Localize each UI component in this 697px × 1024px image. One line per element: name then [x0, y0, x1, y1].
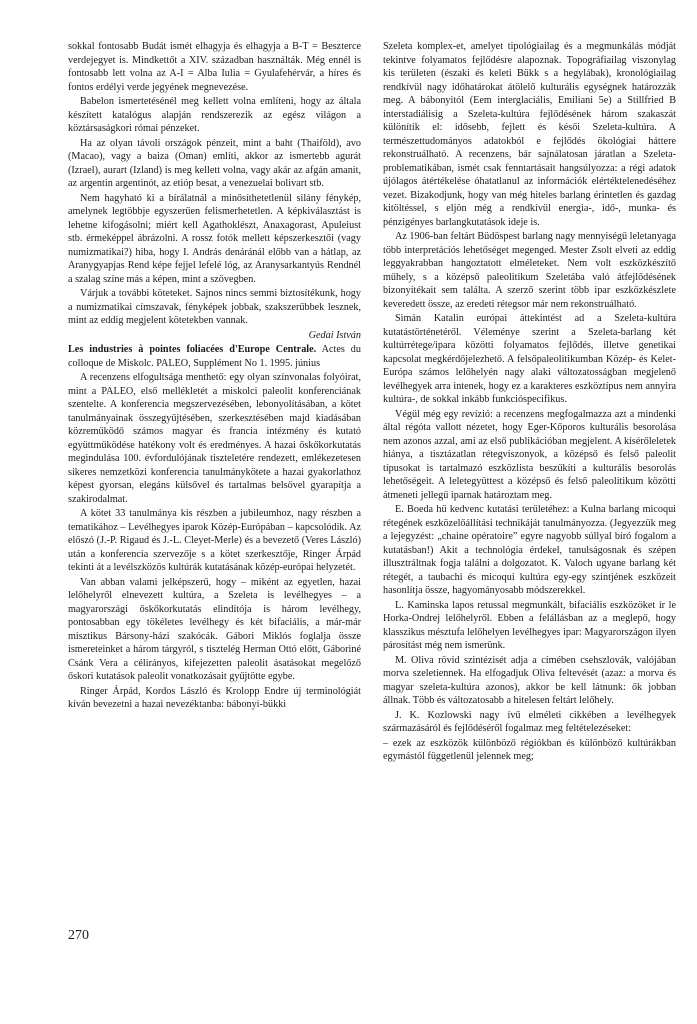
list-item: – ezek az eszközök különböző régiókban és különböző kultúrákban egymástól függetlenül jelennek meg;: [383, 737, 676, 762]
paragraph: sokkal fontosabb Budát ismét elhagyja és elhagyja a B-T = Beszterce verdejegyet is. Mindkettőt a XIV. században használták. Még ennél is fontosabb lett volna az A-I = Alba Iulia = Gyulafehérvár, a híres és fontos erdélyi verde jegyének megnevezése.: [68, 41, 361, 93]
left-column: [68, 40, 361, 713]
paragraph: Az 1906-ban feltárt Büdöspest barlang nagy mennyiségű leletanyaga több interpretációs lehetőséget megenged. Mester Zsolt elveti az eddig leggyakrabban hangoztatott elméleteket. Nem volt eszközkészítő műhely, s a középső paleolitikum Szeletába való átfejlődésének bizonyítékait sem találta. A szerző szerint több ipar eszközkészlete keveredett össze, az eredeti rétegsor már nem rekonstruálható.: [383, 231, 676, 310]
paragraph: E. Boeda hű kedvenc kutatási területéhez: a Kulna barlang micoqui rétegének eszközelőállítási technikáját tanulmányozza. (Jegyezzük meg a lejegyzést: „chaine opératoire” egyre nagyobb súllyal bíró fogalom a kutatásban!) Akit a technológia érdekel, tanulságosnak és szépen illusztráltnak fogja találni a dolgozatot. K. Valoch ugyane barlang két rétegét, a taubachi és micoqui kultúra egy-egy szintjének eszközeit hasonlítja össze, hagyományosabb módszerekkel.: [383, 504, 676, 596]
paragraph: Van abban valami jelképszerű, hogy – miként az egyetlen, hazai lelőhelyről elnevezett kultúra, a Szeleta is levélhegyes – a magyarországi őskőkorkutatás elindítója is három levélhegy, pontosabban egy tökéletes levélhegy és két bifaciális, a már-már misztikus Bársony-házi szakócák. Gábori Miklós foglalja össze ismereteinket a három tárgyról, s tisztelég Herman Ottó előtt, Gáboriné Csánk Vera a célirányos, kifejezetten paleolit ásatásokat megelőző őskori kutatások paleolit vonatkozásait gyűjtötte egybe.: [68, 576, 361, 682]
paragraph: A kötet 33 tanulmánya kis részben a jubileumhoz, nagy részben a tematikához – Levélhegyes iparok Közép-Európában – kapcsolódik. Az előszó (J.-P. Rigaud és J.-L. Cleyet-Merle) és a bevezető (Veres László) után a konferencia szervezője s a kötet szerkesztője, Ringer Árpád tekinti át a levélszközös kultúrák kutatásának közép-európai helyzetét.: [68, 508, 361, 573]
paragraph: Ha az olyan távoli országok pénzeit, mint a baht (Thaiföld), avo (Macao), vagy a baiza (Oman) említi, akkor az ismertebb agurát (Izrael), aurart (Izland) is meg kellett volna, vagy akár az afgán amanit, az argentin argentinót, az etióp besat, a venezuelai bolivart stb.: [68, 137, 361, 189]
page-number: 270: [68, 928, 89, 943]
review-header: [68, 343, 361, 370]
right-column: [383, 40, 676, 765]
review-subtitle: Actes du colloque de Miskolc. PALEO, Supplément No 1. 1995. június: [68, 344, 361, 369]
paragraph: A recenzens elfogultsága menthető: egy olyan színvonalas folyóirat, mint a PALEO, első mellékletét a miskolci paleolit konferenciának szentelte. A konferencia megszervezésében, lebonyolításában, a kötet tanulmányainak összegyűjtésében, szerkesztésében majd kiadásában közreműködő számos magyar és francia intézmény és kutató együttműködése hatékony volt és eredményes. A hazai őskőkorkutatás megindulása 100. évfordulójának tiszteletére rendezett, emlékezetesen sikeres nemzetközi konferencia tanulmánykötete a hazai gyakorlathoz képest gyorsan, elegáns külsővel és tartalmas belsővel gyarapítja a szakirodalmat.: [68, 372, 361, 505]
review-title: Les industries à pointes foliacées d'Europe Centrale.: [68, 344, 317, 355]
author-signature: Gedai István: [308, 329, 361, 341]
paragraph: Simán Katalin európai áttekintést ad a Szeleta-kultúra kutatástörténetéről. Véleménye szerint a Szeleta-barlang két kultúrrétege/ipara közötti folyamatos fejlődés, illetve genetikai kapcsolat megkérdőjelezhető. A felsőpaleolitikumban Közép- és Kelet-Európa számos lelőhelyén nagy alaki változatosságban megjelenő levélhegyek arra intenek, hogy ez a karakteres eszköztípus nem annyira kultúra-, de sokkal inkább funkcióspecifikus.: [383, 313, 676, 405]
paragraph: Szeleta komplex-et, amelyet tipológiailag és a megmunkálás módját tekintve folyamatos fejlődésre alapoznak. Topográfiailag viszonylag kis területen (északi és keleti Bükk s a hegylábak), kronológiailag rendkívül nagy időhatárokat átölelő kulturális egységnek határozzák meg. A bábonyitól (Eem interglaciális, Emiliani 5e) a Stillfried B interstadiálisig a Szeleta-kultúra fejlődésének három szakaszát különítik el: idősebb, fejlett és késői Szeleta-kultúra. A természettudományos adatokból e fejlődés ökológiai háttere rekonstruálható. A recenzens, bár sajnálatosan járatlan a Szeleta-problematikában, ismét csak fenntartásait hangsúlyozza: a régi adatok újólagos átértékelése óhatatlanul az információk elértéktelenedéséhez vezet. Bizakodjunk, hogy van még hiteles barlang érintetlen és gazdag kitöltéssel, s eljön még a rendkívül energia-, idő-, munka- és pénzigényes barlangkutatások ideje is.: [383, 41, 676, 228]
paragraph: Nem hagyható ki a bírálatnál a minősíthetetlenül silány fénykép, amelynek legtöbbje egyszerűen felismerhetetlen. A képkiválasztást is lehetne kifogásolni; miért kell Agathoklészt, Anaxagorast, Apuleiust stb. érmeképpel ábrázolni. A rossz fotók mellett képszerkesztői (vagy numizmatikai?) hiba, hogy I. András denáránál előbb van a hátlap, az Aranygyapjas Rend képe fejjel lefelé lóg, az Aranysarkantyús Rendnél a szalag színe más a képen, mint a szövegben.: [68, 192, 361, 285]
paragraph: Végül még egy revízió: a recenzens megfogalmazza azt a mindenki által régóta vallott nézetet, hogy Eger-Kőporos kulturális besorolása nem azonos azzal, ami az első publikációban megjelent. A kísérőleletek hiánya, a tisztázatlan rétegviszonyok, a középső és felső paleolit típusokat is tartalmazó eszközlista beszűkíti a kulturális besorolás lehetőségeit. A leletegyüttest a középső és felső paleolitikum közötti átmeneti jellegű iparnak határoztam meg.: [383, 408, 676, 501]
paragraph: Ringer Árpád, Kordos László és Krolopp Endre új terminológiát kíván bevezetni a hazai nevezéktanba: bábonyi-bükki: [68, 685, 361, 710]
paragraph: Várjuk a további köteteket. Sajnos nincs semmi biztosítékunk, hogy a numizmatikai címszavak, fényképek jobbak, szakszerűbbek lesznek, mint az eddig megjelent kötetekben vannak.: [68, 288, 361, 326]
paragraph: L. Kaminska lapos retussal megmunkált, bifaciális eszközöket ír le Horka-Ondrej lelőhelyről. Ebben a felállásban az a meglepő, hogy klasszikus mésztufa lelőhelyen levélhegyes ipar: Magyarországon ilyen párosítást még nem ismerünk.: [383, 599, 676, 651]
paragraph: M. Oliva rövid szintézisét adja a címében csehszlovák, valójában morva szeletiennek. Ha elfogadjuk Oliva feltevését (azaz: a morva és magyar szeleta-kultúra azonos), akkor be kell látnunk: ők jobban állnak. Több és változatosabb a hitelesen feltárt lelőhely.: [383, 654, 676, 706]
paragraph: J. K. Kozlowski nagy ívű elméleti cikkében a levélhegyek származásáról és fejlődéséről fogalmaz meg feltételezéseket:: [383, 709, 676, 734]
paragraph: Babelon ismertetésénél meg kellett volna említeni, hogy az általa készített katalógus alapján rendszerezik az egész világon a köztársaságkori római pénzeket.: [68, 96, 361, 134]
